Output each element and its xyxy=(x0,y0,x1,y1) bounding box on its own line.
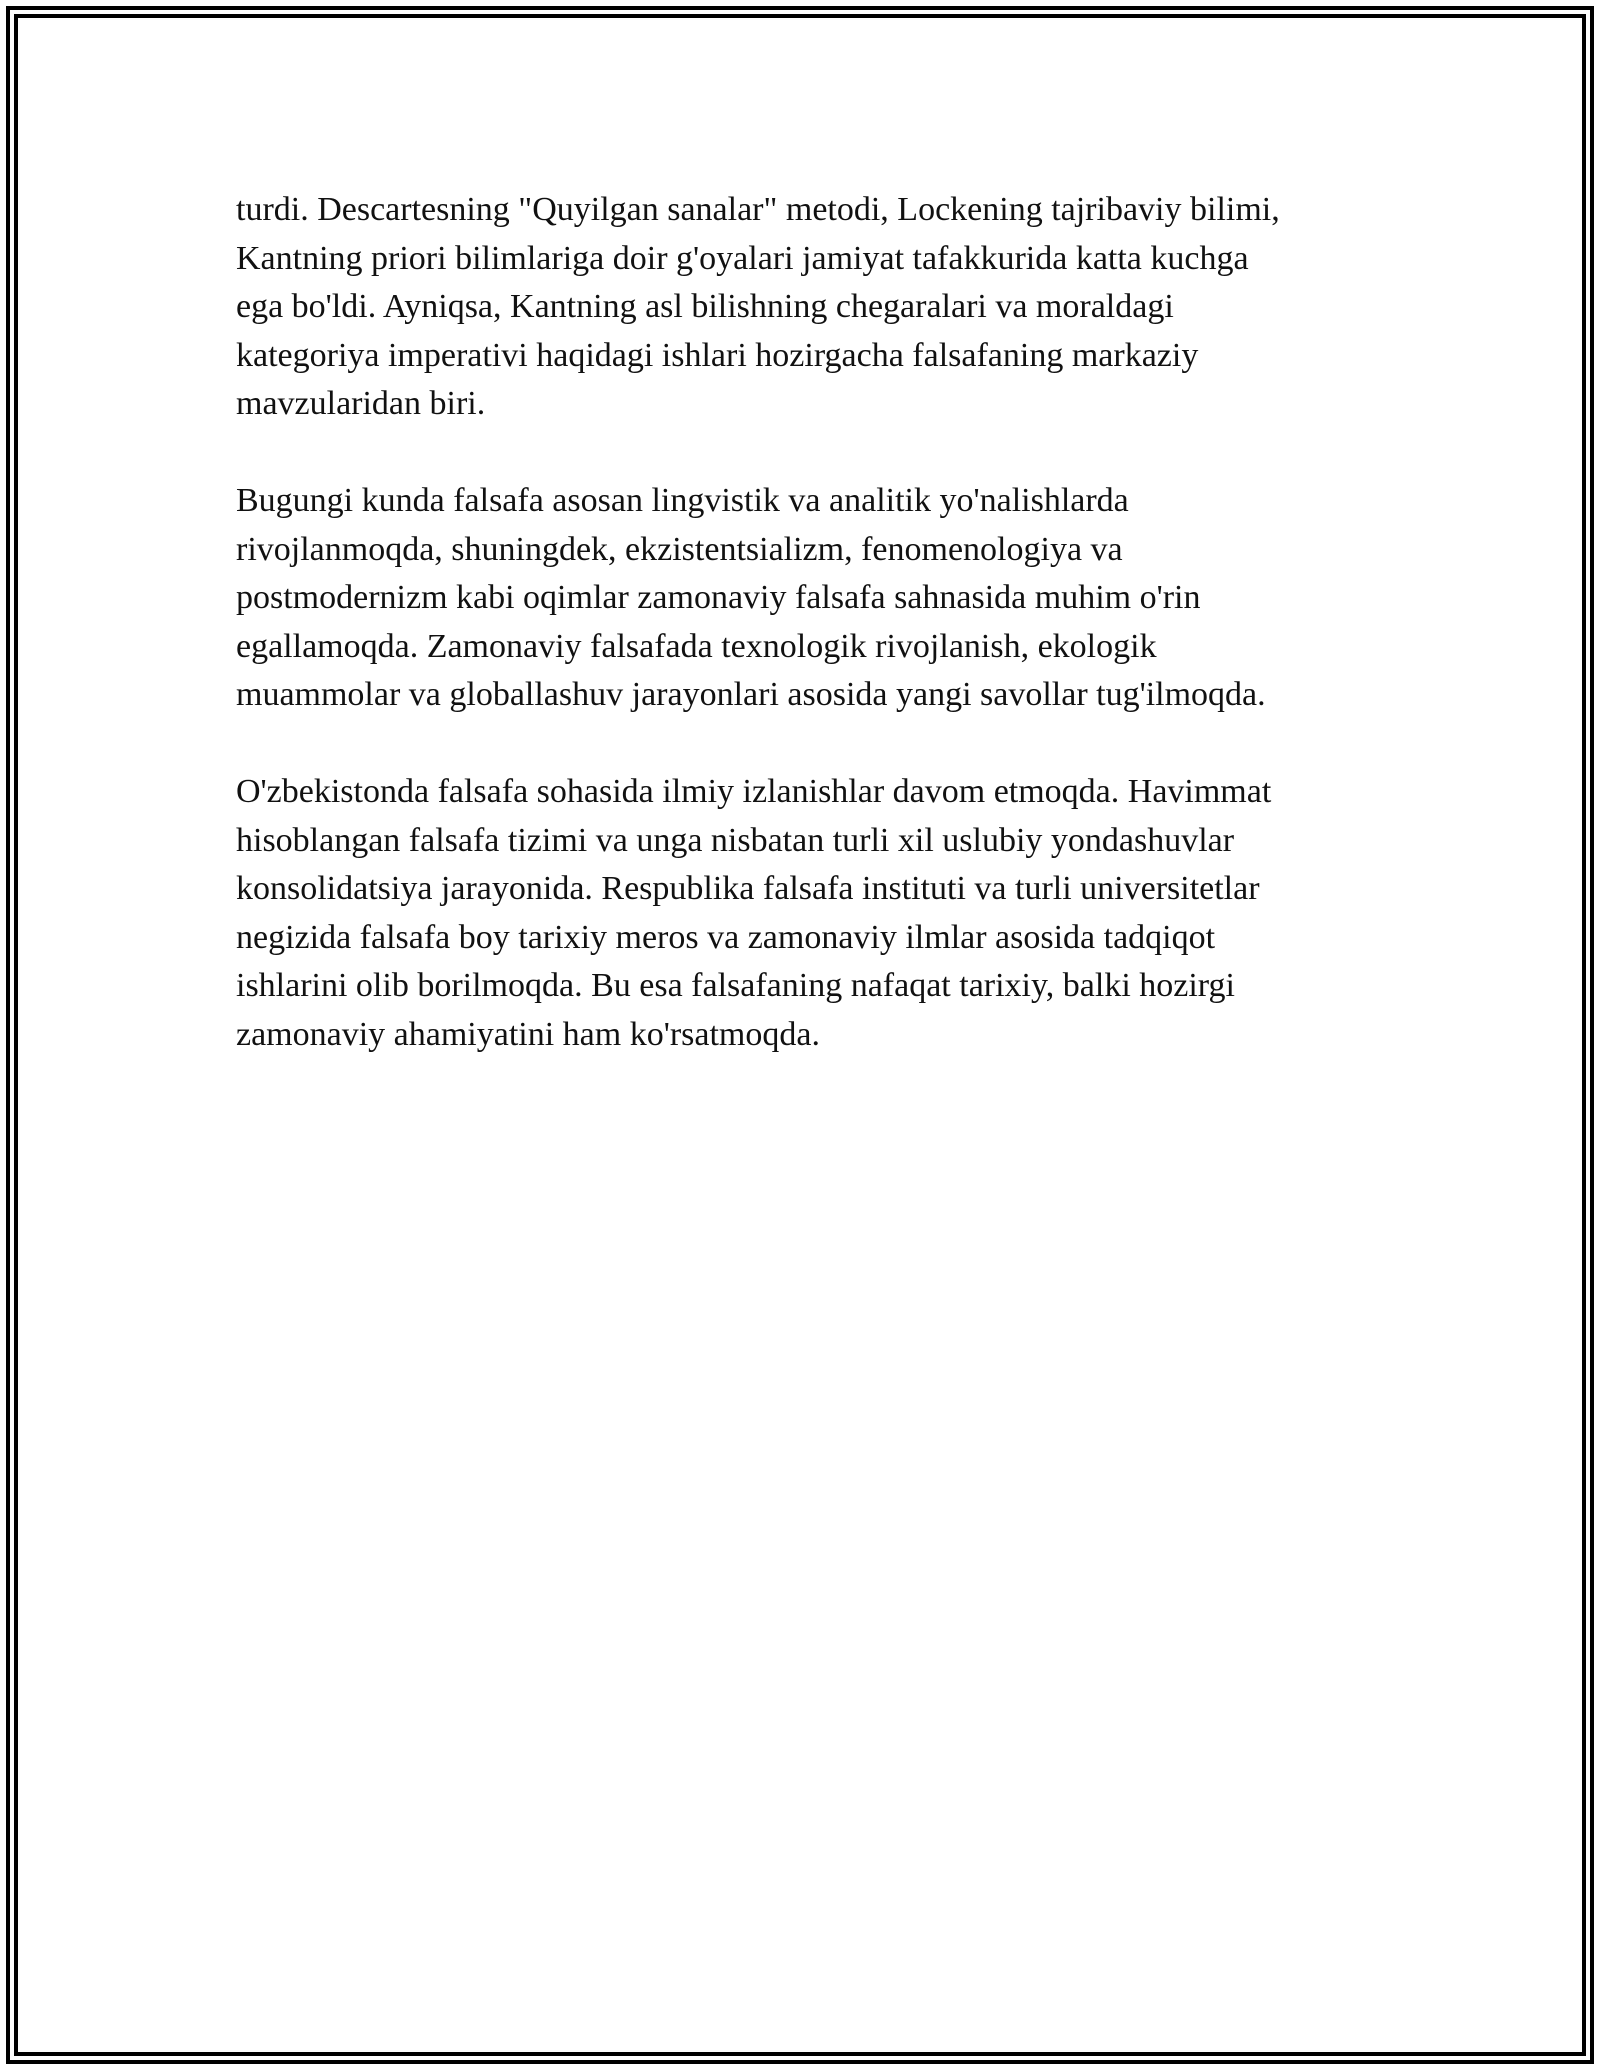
text-line: konsolidatsiya jarayonida. Respublika falsafa instituti va turli universitetlar xyxy=(236,870,1260,907)
text-line: turdi. Descartesning "Quyilgan sanalar" metodi, Lockening tajribaviy bilimi, xyxy=(236,191,1280,228)
text-line: ishlarini olib borilmoqda. Bu esa falsafaning nafaqat tarixiy, balki hozirgi xyxy=(236,967,1235,1004)
text-line: negizida falsafa boy tarixiy meros va zamonaviy ilmlar asosida tadqiqot xyxy=(236,918,1216,956)
text-line: Kantning priori bilimlariga doir g'oyalari jamiyat tafakkurida katta kuchga xyxy=(236,239,1249,277)
paragraph-3 xyxy=(236,768,1386,1059)
text-line: postmodernizm kabi oqimlar zamonaviy falsafa sahnasida muhim o'rin xyxy=(236,579,1201,616)
text-line: ega bo'ldi. Ayniqsa, Kantning asl bilishning chegaralari va moraldagi xyxy=(236,288,1174,325)
text-line: kategoriya imperativi haqidagi ishlari hozirgacha falsafaning markaziy xyxy=(236,336,1199,374)
text-line: egallamoqda. Zamonaviy falsafada texnologik rivojlanish, ekologik xyxy=(236,627,1157,665)
text-line: Bugungi kunda falsafa asosan lingvistik va analitik yo'nalishlarda xyxy=(236,482,1129,519)
paragraph-2 xyxy=(236,477,1386,720)
text-line: zamonaviy ahamiyatini ham ko'rsatmoqda. xyxy=(236,1015,820,1053)
text-line: mavzularidan biri. xyxy=(236,385,486,422)
document-body xyxy=(236,186,1386,1108)
text-line: rivojlanmoqda, shuningdek, ekzistentsializm, fenomenologiya va xyxy=(236,530,1123,568)
paragraph-1 xyxy=(236,186,1386,429)
text-line: muammolar va globallashuv jarayonlari asosida yangi savollar tug'ilmoqda. xyxy=(236,676,1266,713)
text-line: O'zbekistonda falsafa sohasida ilmiy izlanishlar davom etmoqda. Havimmat xyxy=(236,773,1272,810)
text-line: hisoblangan falsafa tizimi va unga nisbatan turli xil uslubiy yondashuvlar xyxy=(236,821,1235,859)
